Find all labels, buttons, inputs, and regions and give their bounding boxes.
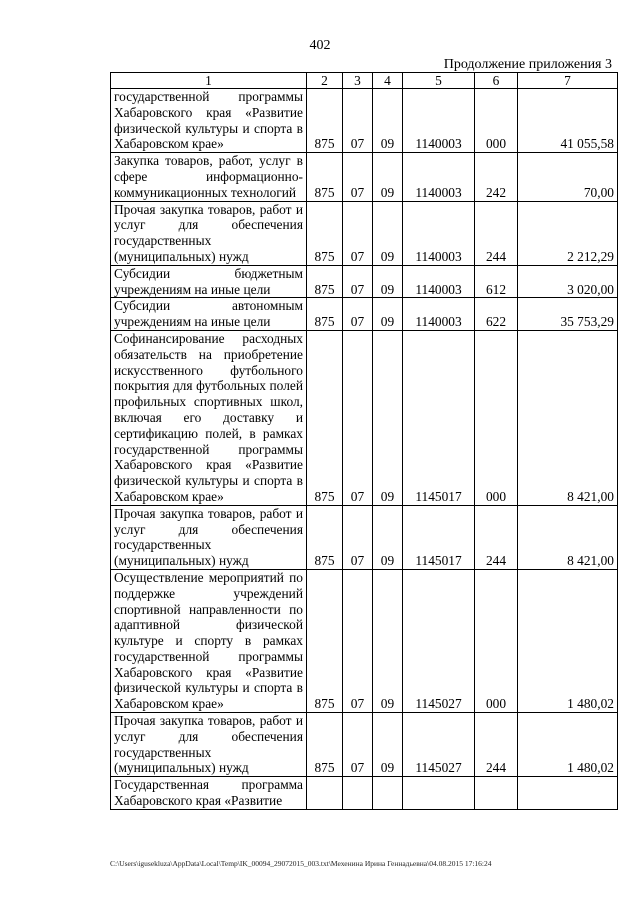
cell-name: Софинансирование расходных обязательств на приобретение искусственного футбольного покрытия для футбольных полей профильных спортивных школ, включая его доставку и сертификацию полей, в рамках государственной программы Хабаровского края «Развитие физической культуры и спорта в Хабаровском крае» <box>111 330 307 505</box>
cell-amount: 41 055,58 <box>518 89 618 153</box>
cell-subsection: 09 <box>373 713 403 777</box>
cell-name: Прочая закупка товаров, работ и услуг для обеспечения государственных (муниципальных) нужд <box>111 713 307 777</box>
cell-target-article: 1145017 <box>403 330 475 505</box>
cell-amount: 3 020,00 <box>518 265 618 298</box>
header-col-7: 7 <box>518 73 618 89</box>
cell-admin-code: 875 <box>307 505 343 569</box>
cell-admin-code: 875 <box>307 569 343 712</box>
cell-admin-code: 875 <box>307 298 343 331</box>
cell-admin-code: 875 <box>307 153 343 201</box>
cell-section: 07 <box>343 713 373 777</box>
cell-amount: 1 480,02 <box>518 713 618 777</box>
cell-amount: 8 421,00 <box>518 505 618 569</box>
cell-section: 07 <box>343 505 373 569</box>
cell-section: 07 <box>343 330 373 505</box>
table-row <box>111 713 618 777</box>
cell-target-article: 1140003 <box>403 89 475 153</box>
table-row <box>111 265 618 298</box>
cell-expense-type: 242 <box>475 153 518 201</box>
table-row <box>111 153 618 201</box>
cell-target-article: 1145027 <box>403 713 475 777</box>
table-row <box>111 569 618 712</box>
cell-name: Закупка товаров, работ, услуг в сфере информационно-коммуникационных технологий <box>111 153 307 201</box>
cell-section: 07 <box>343 265 373 298</box>
cell-name: Государственная программа Хабаровского края «Развитие <box>111 777 307 810</box>
table-row <box>111 505 618 569</box>
table-row <box>111 330 618 505</box>
cell-subsection <box>373 777 403 810</box>
table-row <box>111 298 618 331</box>
cell-admin-code: 875 <box>307 201 343 265</box>
header-col-3: 3 <box>343 73 373 89</box>
cell-subsection: 09 <box>373 298 403 331</box>
cell-subsection: 09 <box>373 569 403 712</box>
cell-name: Осуществление мероприятий по поддержке учреждений спортивной направленности по адаптивной физической культуре и спорту в рамках государственной программы Хабаровского края «Развитие физической культуры и спорта в Хабаровском крае» <box>111 569 307 712</box>
cell-section: 07 <box>343 569 373 712</box>
cell-subsection: 09 <box>373 265 403 298</box>
cell-expense-type <box>475 777 518 810</box>
cell-expense-type: 244 <box>475 201 518 265</box>
cell-amount: 2 212,29 <box>518 201 618 265</box>
cell-subsection: 09 <box>373 201 403 265</box>
header-col-4: 4 <box>373 73 403 89</box>
cell-target-article: 1140003 <box>403 298 475 331</box>
header-col-6: 6 <box>475 73 518 89</box>
table-row <box>111 89 618 153</box>
cell-section: 07 <box>343 201 373 265</box>
table-row <box>111 777 618 810</box>
cell-name: Субсидии автономным учреждениям на иные цели <box>111 298 307 331</box>
cell-amount: 8 421,00 <box>518 330 618 505</box>
cell-target-article: 1140003 <box>403 265 475 298</box>
cell-section: 07 <box>343 298 373 331</box>
cell-amount: 70,00 <box>518 153 618 201</box>
cell-target-article <box>403 777 475 810</box>
cell-expense-type: 000 <box>475 330 518 505</box>
header-col-5: 5 <box>403 73 475 89</box>
cell-amount <box>518 777 618 810</box>
continuation-caption: Продолжение приложения 3 <box>443 57 612 72</box>
cell-section: 07 <box>343 153 373 201</box>
budget-table <box>110 72 618 810</box>
cell-admin-code: 875 <box>307 713 343 777</box>
cell-expense-type: 000 <box>475 569 518 712</box>
cell-target-article: 1145027 <box>403 569 475 712</box>
cell-name: государственной программы Хабаровского края «Развитие физической культуры и спорта в Хабаровском крае» <box>111 89 307 153</box>
cell-amount: 1 480,02 <box>518 569 618 712</box>
header-col-1: 1 <box>111 73 307 89</box>
cell-admin-code <box>307 777 343 810</box>
cell-expense-type: 622 <box>475 298 518 331</box>
cell-amount: 35 753,29 <box>518 298 618 331</box>
cell-expense-type: 244 <box>475 713 518 777</box>
table-row <box>111 201 618 265</box>
cell-subsection: 09 <box>373 505 403 569</box>
cell-name: Прочая закупка товаров, работ и услуг для обеспечения государственных (муниципальных) нужд <box>111 201 307 265</box>
footer-file-path: C:\Users\igusekluza\AppData\Local\Temp\IK_00094_29072015_003.txt\Мехенина Ирина Геннадьевна\04.08.2015 17:16:24 <box>110 859 492 868</box>
cell-admin-code: 875 <box>307 89 343 153</box>
header-col-2: 2 <box>307 73 343 89</box>
cell-target-article: 1140003 <box>403 201 475 265</box>
cell-admin-code: 875 <box>307 265 343 298</box>
page-number: 402 <box>309 38 331 53</box>
cell-section: 07 <box>343 89 373 153</box>
cell-admin-code: 875 <box>307 330 343 505</box>
cell-expense-type: 244 <box>475 505 518 569</box>
cell-expense-type: 612 <box>475 265 518 298</box>
cell-subsection: 09 <box>373 330 403 505</box>
cell-subsection: 09 <box>373 153 403 201</box>
cell-target-article: 1145017 <box>403 505 475 569</box>
cell-name: Прочая закупка товаров, работ и услуг для обеспечения государственных (муниципальных) нужд <box>111 505 307 569</box>
cell-target-article: 1140003 <box>403 153 475 201</box>
header-row <box>111 73 618 89</box>
cell-section <box>343 777 373 810</box>
cell-name: Субсидии бюджетным учреждениям на иные цели <box>111 265 307 298</box>
cell-expense-type: 000 <box>475 89 518 153</box>
cell-subsection: 09 <box>373 89 403 153</box>
